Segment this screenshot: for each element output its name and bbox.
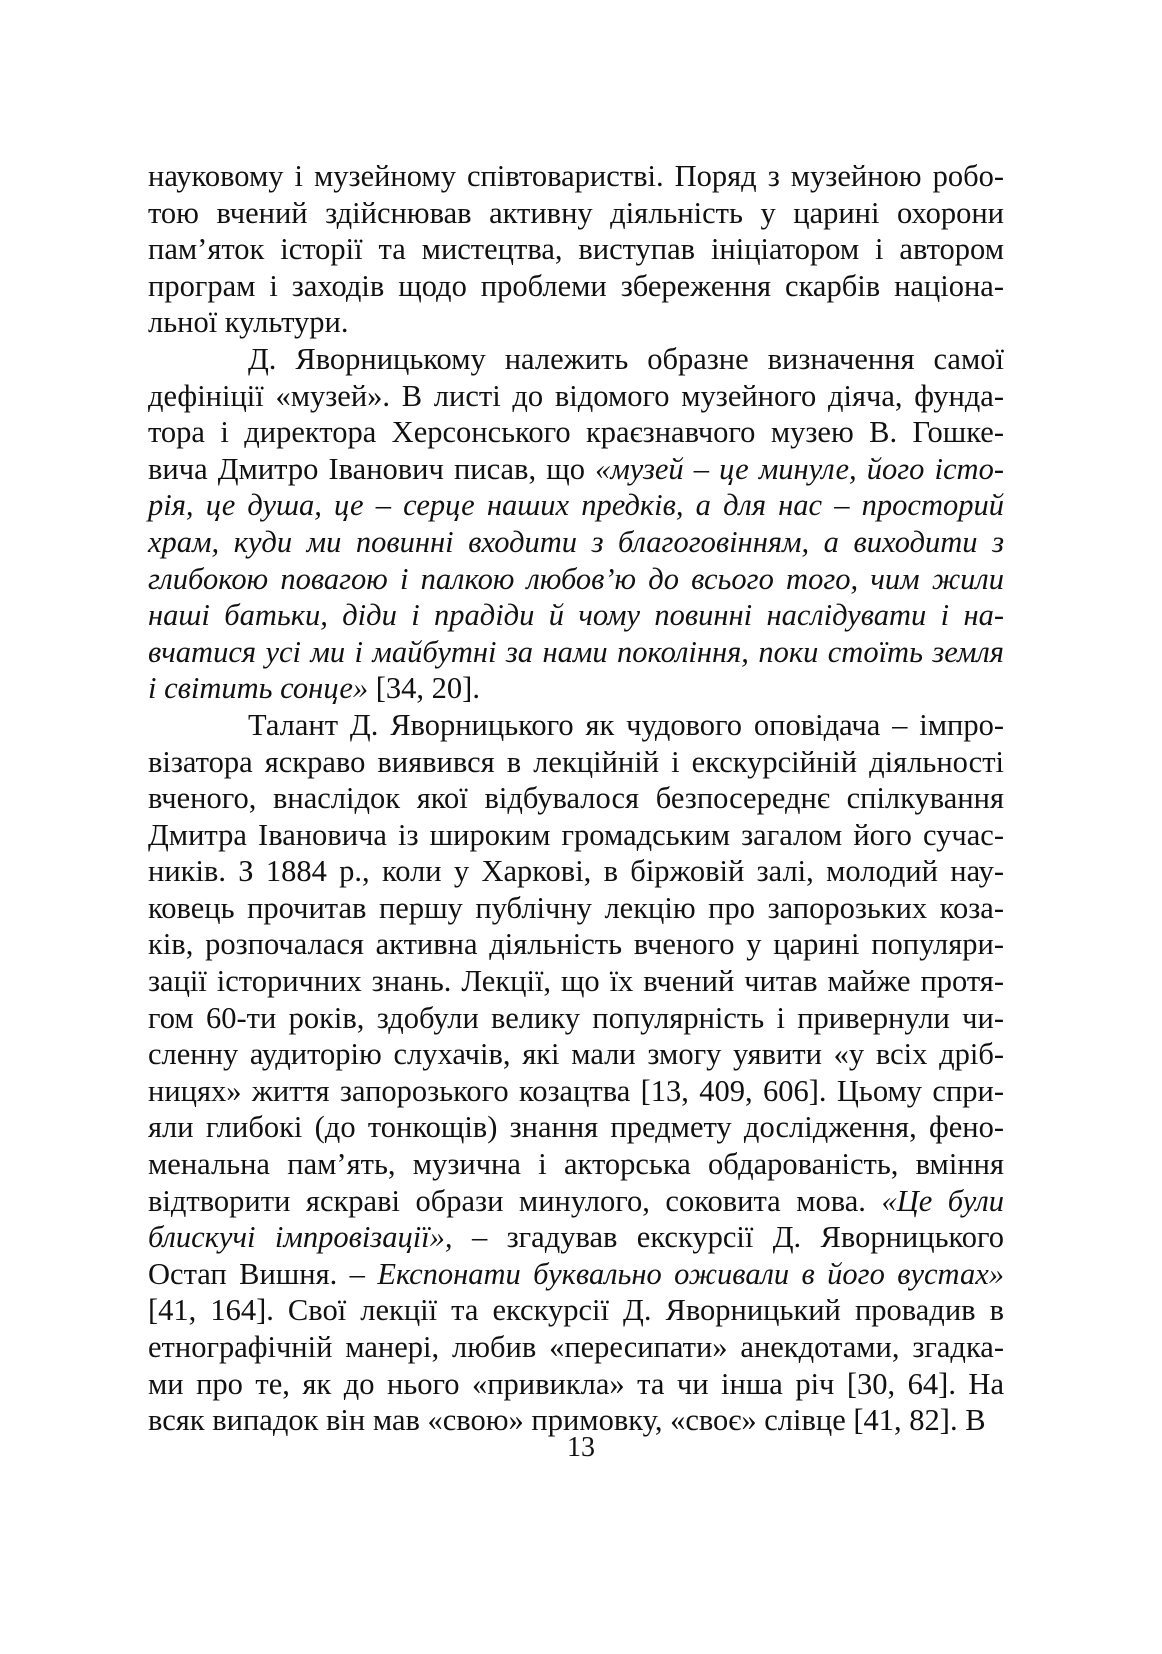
text-line: [148, 378, 1004, 415]
text-line: [148, 1183, 1004, 1220]
text-segment: Дмитра Івановича із широким громадським загалом його сучас-: [148, 817, 1004, 852]
text-segment: ницях» життя запорозького козацтва [13, 409, 606]. Цьому спри-: [148, 1073, 1004, 1108]
text-line: [148, 1292, 1004, 1329]
text-segment: ми про те, як до нього «привикла» та чи інша річ [30, 64]. На: [148, 1366, 1004, 1401]
italic-quote-segment: наші батьки, діди і прадіди й чому повинні наслідувати і на-: [148, 598, 1004, 633]
text-line: [148, 1329, 1004, 1366]
text-segment: всяк випадок він мав «свою» примовку, «своє» слівце [41, 82]. В: [148, 1403, 986, 1438]
text-segment: пам’яток історії та мистецтва, виступав ініціатором і автором: [148, 232, 1004, 267]
text-segment: ковець прочитав першу публічну лекцію про запорозьких коза-: [148, 890, 1004, 925]
text-line: [148, 817, 1004, 854]
italic-quote-segment: вчатися усі ми і майбутні за нами покоління, поки стоїть земля: [148, 634, 1004, 669]
text-line: [148, 780, 1004, 817]
text-line: [148, 561, 1004, 598]
text-line: [148, 1000, 1004, 1037]
text-segment: науковому і музейному співтоваристві. Поряд з музейною робо-: [148, 159, 1004, 193]
text-line: [148, 1146, 1004, 1183]
text-line: [148, 1219, 1004, 1256]
italic-quote-segment: рія, це душа, це – серце наших предків, а для нас – просторий: [148, 488, 1004, 523]
text-segment: Остап Вишня. –: [148, 1256, 378, 1291]
text-segment: Д. Яворницькому належить образне визначення самої: [248, 341, 1004, 376]
text-segment: вченого, внаслідок якої відбувалося безпосереднє спілкування: [148, 781, 1004, 816]
text-segment: гом 60-ти років, здобули велику популярність і привернули чи-: [148, 1000, 1004, 1035]
italic-quote-segment: «музей – це минуле, його істо-: [595, 451, 1004, 486]
italic-quote-segment: «Це були: [881, 1183, 1004, 1218]
text-line: [148, 1256, 1004, 1293]
text-line: [148, 1366, 1004, 1403]
text-segment: яли глибокі (до тонкощів) знання предмету дослідження, фено-: [148, 1110, 1004, 1145]
text-segment: менальна пам’ять, музична і акторська обдарованість, вміння: [148, 1147, 1004, 1182]
text-line: [148, 195, 1004, 232]
text-line: [148, 597, 1004, 634]
paragraph: [148, 341, 1004, 707]
text-segment: зації історичних знань. Лекції, що їх вчений читав майже протя-: [148, 964, 1004, 999]
text-segment: [34, 20].: [368, 671, 480, 706]
text-line: [148, 487, 1004, 524]
text-segment: ків, розпочалася активна діяльність вченого у царині популяри-: [148, 927, 1004, 962]
italic-quote-segment: блискучі імпровізації»,: [148, 1220, 453, 1255]
text-segment: [41, 164]. Свої лекції та екскурсії Д. Яворницький провадив в: [148, 1293, 1004, 1328]
text-segment: – згадував екскурсії Д. Яворницького: [452, 1220, 1004, 1255]
text-segment: програм і заходів щодо проблеми збереження скарбів націона-: [148, 268, 1004, 303]
text-line: [148, 414, 1004, 451]
text-line: [148, 890, 1004, 927]
text-line: [148, 341, 1004, 378]
text-line: [148, 744, 1004, 781]
paragraph: [148, 707, 1004, 1439]
text-segment: етнографічній манері, любив «пересипати» анекдотами, згадка-: [148, 1330, 1004, 1364]
text-segment: відтворити яскраві образи минулого, соковита мова.: [148, 1183, 882, 1218]
text-segment: льної культури.: [148, 305, 349, 340]
page-number: 13: [567, 1432, 595, 1463]
text-segment: візатора яскраво виявився в лекційній і екскурсійній діяльності: [148, 744, 1004, 779]
italic-quote-segment: глибокою повагою і палкою любов’ю до всього того, чим жили: [148, 561, 1004, 596]
text-line: [148, 1109, 1004, 1146]
text-segment: ників. З 1884 р., коли у Харкові, в біржовій залі, молодий нау-: [148, 854, 1004, 889]
text-segment: сленну аудиторію слухачів, які мали змогу уявити «у всіх дріб-: [148, 1037, 1004, 1072]
text-line: [148, 1073, 1004, 1110]
text-line: [148, 1036, 1004, 1073]
main-text: [148, 158, 1004, 1439]
text-line: [148, 670, 1004, 707]
paragraph: [148, 158, 1004, 341]
text-line: [148, 963, 1004, 1000]
text-segment: тора і директора Херсонського краєзнавчого музею В. Гошке-: [148, 415, 1004, 450]
text-line: [148, 524, 1004, 561]
text-segment: Талант Д. Яворницького як чудового оповідача – імпро-: [248, 707, 1004, 742]
text-line: [148, 634, 1004, 671]
text-line: [148, 268, 1004, 305]
italic-quote-segment: і світить сонце»: [148, 671, 369, 706]
text-line: [148, 158, 1004, 195]
text-line: [148, 926, 1004, 963]
italic-quote-segment: Експонати буквально оживали в його вустах»: [377, 1256, 1004, 1291]
text-line: [148, 451, 1004, 488]
text-line: [148, 853, 1004, 890]
text-line: [148, 231, 1004, 268]
page-body: [148, 158, 1004, 1439]
italic-quote-segment: храм, куди ми повинні входити з благоговінням, а виходити з: [148, 524, 1004, 559]
text-segment: дефініції «музей». В листі до відомого музейного діяча, фунда-: [148, 378, 1004, 413]
text-segment: вича Дмитро Іванович писав, що: [148, 451, 596, 486]
text-segment: тою вчений здійснював активну діяльність у царині охорони: [148, 195, 1004, 230]
text-line: [148, 707, 1004, 744]
text-line: [148, 304, 1004, 341]
